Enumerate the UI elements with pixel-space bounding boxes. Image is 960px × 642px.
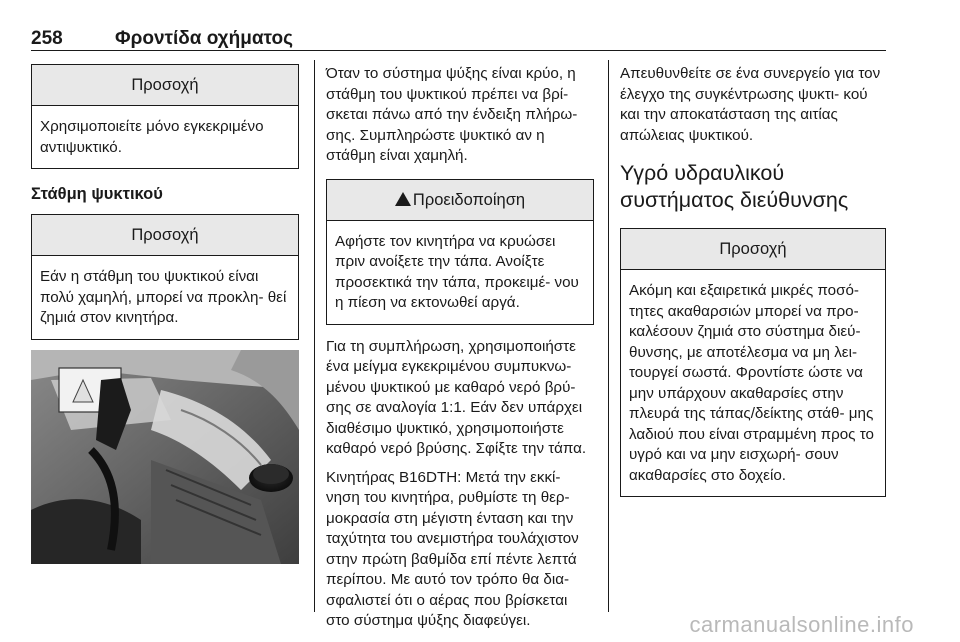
warning-title: Προειδοποίηση [412, 190, 526, 209]
caution-box [620, 228, 886, 497]
column-divider [608, 60, 609, 612]
column-1 [31, 64, 299, 564]
column-divider [314, 60, 315, 612]
watermark: carmanualsonline.info [689, 612, 914, 637]
warning-box [326, 179, 594, 325]
caution-title: Προσοχή [621, 229, 885, 270]
column-2 [326, 64, 594, 640]
warning-triangle-icon [395, 192, 411, 206]
paragraph: Απευθυνθείτε σε ένα συνεργείο για τον έλεγχο της συγκέντρωσης ψυκτι- κού και την αποκατάσταση της αιτίας απώλειας ψυκτικού. [620, 65, 881, 144]
page-title: Φροντίδα οχήματος [115, 28, 293, 49]
caution-text: Εάν η στάθμη του ψυκτικού είναι πολύ χαμηλή, μπορεί να προκλη- θεί ζημιά στον κινητήρα. [40, 268, 287, 326]
column-3 [620, 64, 886, 509]
caution-box [31, 64, 299, 169]
warning-title-row [327, 180, 593, 221]
paragraph: Όταν το σύστημα ψύξης είναι κρύο, η στάθμη του ψυκτικού πρέπει να βρί- σκεται πάνω από την ένδειξη πλήρω- σης. Συμπληρώστε ψυκτικό αν η στάθμη είναι χαμηλή. [326, 65, 578, 164]
page-header [31, 26, 886, 51]
caution-text: Χρησιμοποιείτε μόνο εγκεκριμένο αντιψυκτικό. [40, 118, 264, 156]
caution-text: Ακόμη και εξαιρετικά μικρές ποσό- τητες ακαθαρσιών μπορεί να προ- καλέσουν ζημιά στο σύστημα διεύ- θυνσης, με αποτέλεσμα να μη λει- τουργεί σωστά. Φροντίστε ώστε να μην υπάρχουν ακαθαρσίες στην πλευρά της τάπας/δείκτης στάθ- μης λαδιού που είναι στραμμένη προς το υγρό και να μην εισχωρή- σουν ακαθαρσίες στο δοχείο. [629, 282, 874, 484]
paragraph: Για τη συμπλήρωση, χρησιμοποιήστε ένα μείγμα εγκεκριμένου συμπυκνω- μένου ψυκτικού με καθαρό νερό βρύ- σης σε αναλογία 1:1. Εάν δεν υπάρχει διαθέσιμο ψυκτικό, χρησιμοποιήστε καθαρό νερό βρύσης. Σφίξτε την τάπα. [326, 337, 587, 457]
section-heading: Υγρό υδραυλικού συστήματος διεύθυνσης [620, 161, 849, 212]
paragraph: Κινητήρας B16DTH: Μετά την εκκί- νηση του κινητήρα, ρυθμίστε τη θερ- μοκρασία στη μέγιστη ένταση και την ταχύτητα του ανεμιστήρα τουλάχιστον στην πρώτη βαθμίδα επί πέντε λεπτά περίπου. Με αυτό τον τρόπο θα δια- σφαλιστεί ότι ο αέρας που βρίσκεται στο σύστημα ψύξης διαφεύγει. [326, 468, 579, 629]
section-title: Στάθμη ψυκτικού [31, 185, 163, 203]
warning-text: Αφήστε τον κινητήρα να κρυώσει πριν ανοίξετε την τάπα. Ανοίξτε προσεκτικά την τάπα, προκειμέ- νου η πίεση να εκτονωθεί αργά. [335, 232, 579, 311]
engine-photo [31, 350, 299, 564]
caution-title: Προσοχή [32, 215, 298, 256]
caution-title: Προσοχή [32, 65, 298, 106]
engine-compartment-illustration [31, 350, 299, 564]
page-number: 258 [31, 28, 63, 49]
caution-box [31, 214, 299, 340]
